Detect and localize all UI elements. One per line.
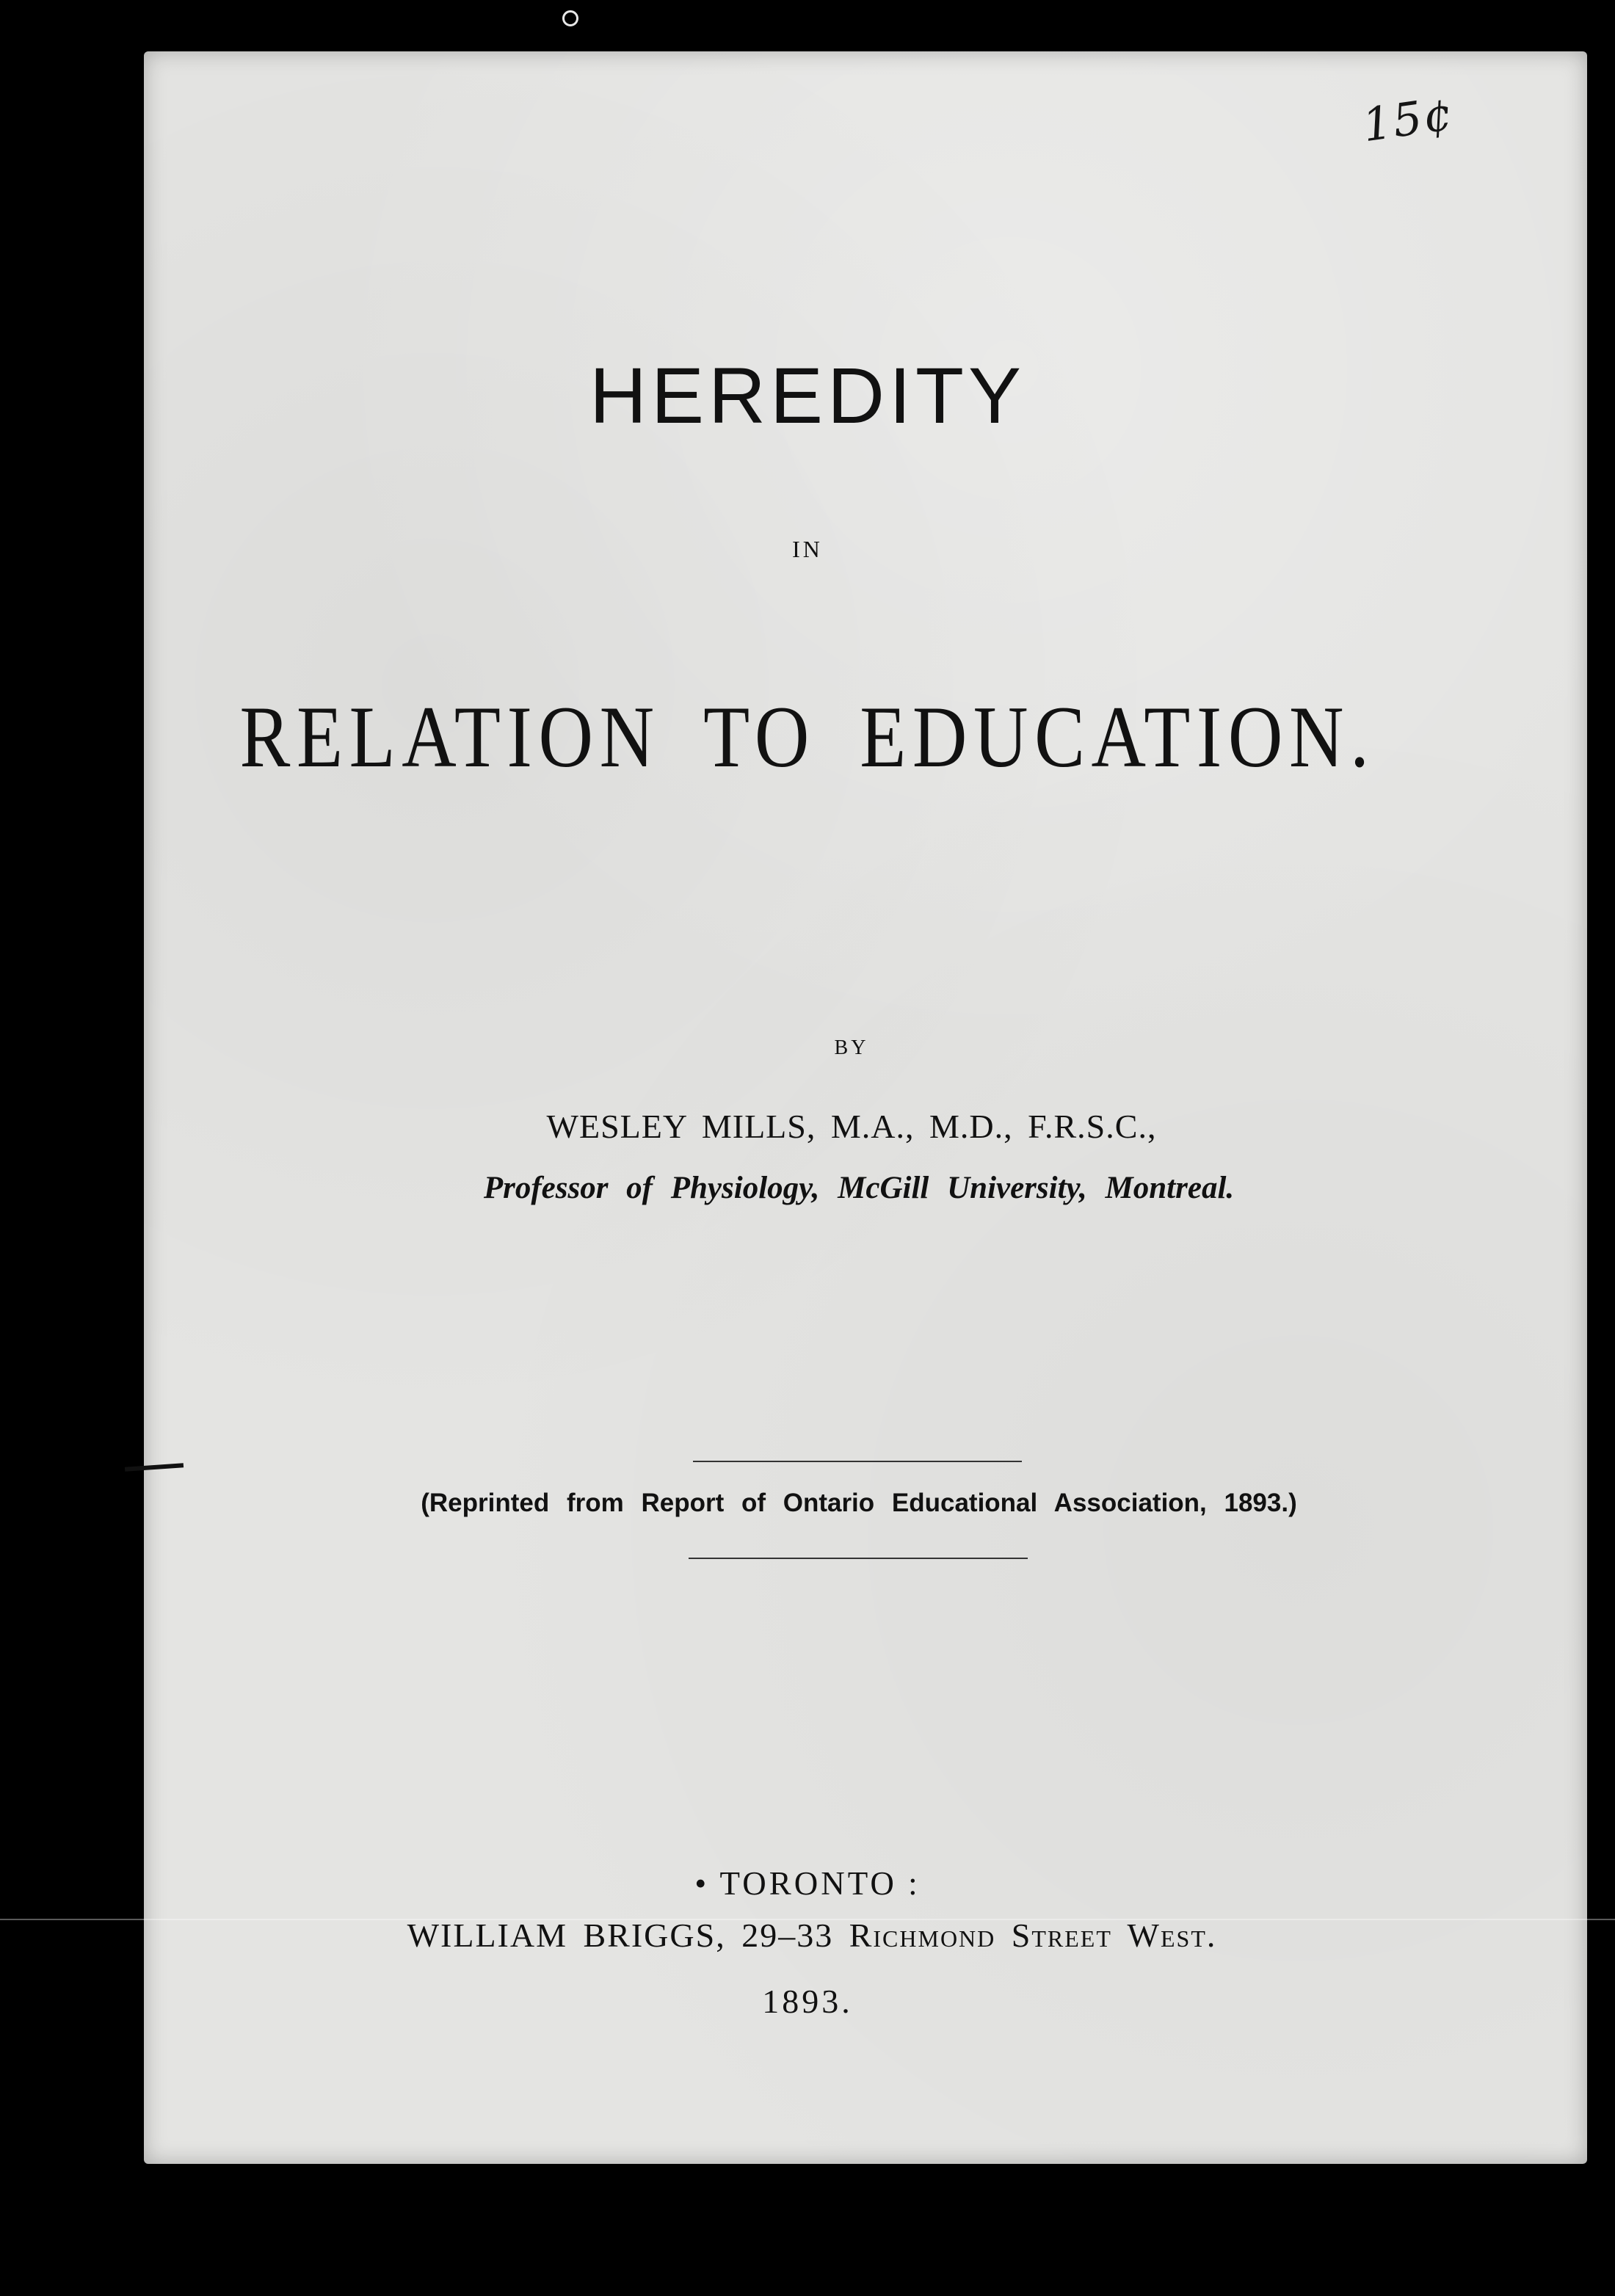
author-name: WESLEY MILLS, M.A., M.D., F.R.S.C.,	[546, 1108, 1157, 1145]
imprint-publisher: WILLIAM BRIGGS, 29–33 Richmond Street West.	[407, 1917, 1217, 1954]
title: HEREDITY	[589, 351, 1026, 440]
handwritten-price-note: 15¢	[1359, 86, 1457, 153]
binding-hole	[562, 10, 578, 26]
subtitle: RELATION TO EDUCATION.	[239, 688, 1376, 785]
reprint-note: (Reprinted from Report of Ontario Educational Association, 1893.)	[421, 1489, 1297, 1517]
divider-top	[693, 1461, 1022, 1462]
imprint-place: • TORONTO :	[694, 1865, 921, 1902]
divider-bottom	[689, 1558, 1028, 1559]
author-affiliation: Professor of Physiology, McGill University, Montreal.	[483, 1171, 1235, 1205]
by-label: BY	[834, 1036, 869, 1059]
imprint-year: 1893.	[762, 1983, 853, 2020]
title-connector: IN	[792, 536, 823, 562]
